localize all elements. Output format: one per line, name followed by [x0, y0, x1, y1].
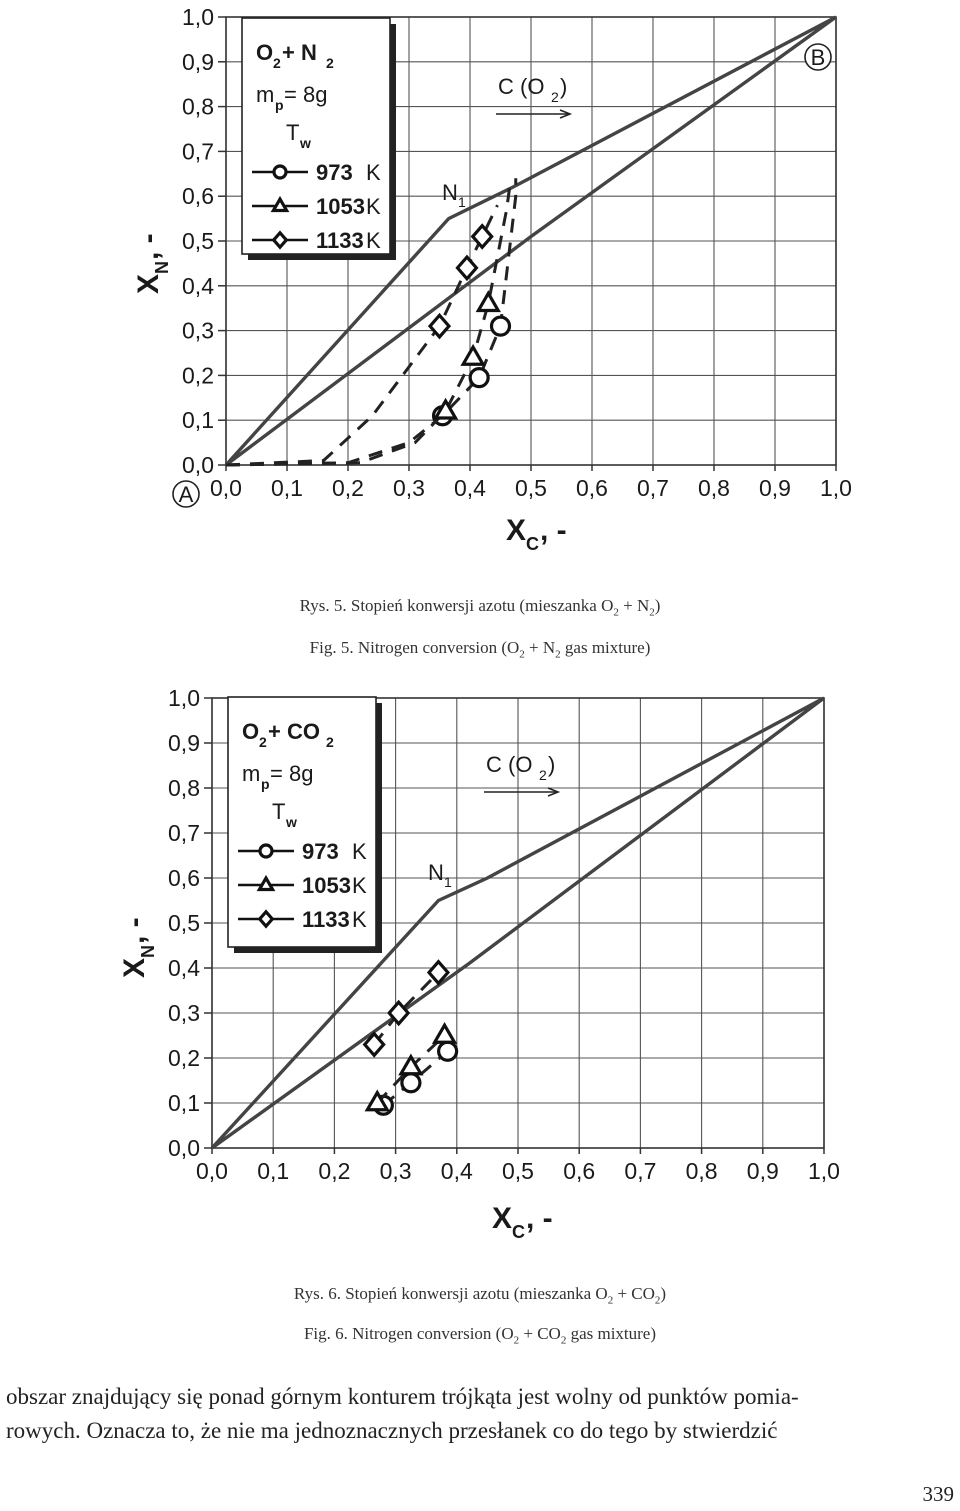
fig2-xtick-label-9: 0,9 — [746, 1158, 779, 1184]
fig1-legend-label-triangle: 1053 — [316, 194, 365, 219]
fig2-ytick-label-0: 0,0 — [168, 1135, 200, 1161]
fig1-n1-label: N — [442, 180, 458, 205]
fig1-ytick-label-4: 0,4 — [182, 272, 214, 299]
fig1-legend-temp-sub: w — [300, 135, 311, 151]
fig1-legend-mass: m — [256, 82, 275, 107]
fig2-series-circle-point-2 — [439, 1042, 457, 1060]
fig1-legend-unit-diamond: K — [366, 228, 381, 253]
fig2-ytick-label-4: 0,4 — [168, 955, 200, 981]
fig1-ytick-label-5: 0,5 — [182, 228, 214, 254]
fig2-y-axis-label: X — [118, 957, 151, 978]
fig2-legend-unit-triangle: K — [352, 873, 367, 898]
fig2-x-axis-label-suffix: , - — [526, 1202, 553, 1235]
fig1-series-triangle-point-2 — [478, 293, 498, 310]
body-line-2: rowych. Oznacza to, że nie ma jednoznacznych przesłanek co do tego by stwierdzić — [6, 1418, 778, 1443]
fig2-legend-unit-diamond: K — [352, 907, 367, 932]
fig2-x-axis-label: X — [492, 1202, 513, 1235]
fig1-ytick-label-0: 0,0 — [182, 452, 214, 478]
fig2-y-axis-label-suffix: , - — [118, 917, 151, 944]
fig1-legend-mass-sub: p — [275, 97, 284, 113]
fig1-legend-label-circle: 973 — [316, 160, 353, 185]
figure-6-svg — [0, 680, 960, 1240]
fig2-legend-marker-circle — [260, 845, 272, 857]
figure-5-svg — [0, 0, 960, 560]
figure-6-caption-en: Fig. 6. Nitrogen conversion ($O_2 + CO_2$ gas mixture) — [303, 1324, 657, 1347]
fig2-legend-title-sub1: 2 — [259, 734, 267, 750]
fig2-legend-mass-sub: p — [261, 776, 270, 792]
fig1-ytick-label-6: 0,6 — [182, 183, 214, 210]
fig2-xtick-label-5: 0,5 — [502, 1158, 534, 1184]
fig1-x-axis-label-suffix: , - — [540, 514, 567, 547]
fig1-xtick-label-5: 0,5 — [515, 475, 547, 501]
fig1-ytick-label-1: 0,1 — [182, 407, 214, 434]
fig1-series-triangle-point-1 — [463, 347, 483, 364]
fig2-xtick-label-1: 0,1 — [257, 1158, 290, 1184]
fig1-ytick-label-10: 1,0 — [182, 4, 214, 30]
fig2-ytick-label-10: 1,0 — [168, 685, 200, 711]
fig1-legend-title-rest: + N — [282, 40, 317, 65]
fig2-legend-mass-value: = 8g — [270, 761, 314, 786]
fig1-legend-temp: T — [286, 120, 300, 145]
fig2-n1-label: N — [428, 860, 444, 885]
fig2-ytick-label-8: 0,8 — [168, 775, 200, 801]
body-line-1: obszar znajdujący się ponad górnym konturem trójkąta jest wolny od punktów pomia- — [6, 1384, 799, 1409]
fig1-legend-unit-triangle: K — [366, 194, 381, 219]
fig2-ytick-label-7: 0,7 — [168, 820, 200, 846]
fig2-ytick-label-1: 0,1 — [168, 1090, 200, 1116]
figure-5-caption-en: Fig. 5. Nitrogen conversion ($O_2 + N_2$ gas mixture) — [309, 638, 651, 661]
fig1-xtick-label-1: 0,1 — [271, 475, 303, 501]
fig1-series-diamond-point-2 — [473, 226, 492, 248]
fig2-legend-mass: m — [242, 761, 261, 786]
figure-6-caption-pl: Rys. 6. Stopień konwersji azotu (mieszanka $O_2 + CO_2$) — [293, 1284, 667, 1307]
fig1-legend-title-sub1: 2 — [273, 55, 281, 71]
fig1-series-circle-point-1 — [470, 369, 488, 387]
fig2-legend-title-o: O — [242, 719, 260, 744]
fig2-ytick-label-2: 0,2 — [168, 1045, 200, 1071]
fig1-y-axis-label-suffix: , - — [132, 233, 165, 260]
fig2-legend-title-sub2: 2 — [326, 734, 334, 750]
page-number: 339 — [922, 1482, 954, 1506]
fig1-legend-unit-circle: K — [366, 160, 381, 185]
fig1-legend-marker-circle — [274, 166, 286, 178]
fig1-point-b-label: B — [810, 45, 826, 70]
fig1-xtick-label-8: 0,8 — [698, 475, 730, 501]
fig1-ytick-label-2: 0,2 — [182, 362, 214, 389]
fig2-legend-temp-sub: w — [286, 814, 297, 830]
fig1-n1-label-sub: 1 — [458, 194, 466, 210]
fig1-y-axis-label: X — [132, 273, 165, 294]
fig1-xtick-label-7: 0,7 — [637, 475, 669, 501]
fig2-legend-label-diamond: 1133 — [302, 907, 350, 932]
fig1-legend-title-sub2: 2 — [326, 55, 334, 71]
fig1-y-axis-label-sub: N — [152, 261, 172, 274]
fig2-legend-temp: T — [272, 799, 286, 824]
fig1-ytick-label-3: 0,3 — [182, 317, 214, 344]
fig1-xtick-label-9: 0,9 — [759, 475, 791, 501]
fig2-ytick-label-9: 0,9 — [168, 730, 200, 756]
fig2-y-axis-label-sub: N — [138, 945, 158, 958]
fig2-ytick-label-6: 0,6 — [168, 865, 200, 891]
fig2-xtick-label-2: 0,2 — [318, 1158, 351, 1184]
fig2-series-circle-point-1 — [402, 1074, 420, 1092]
fig2-oxygen-arrow-label-close: ) — [548, 752, 556, 777]
fig2-ytick-label-3: 0,3 — [168, 1000, 200, 1026]
fig2-legend-unit-circle: K — [352, 839, 367, 864]
fig2-xtick-label-8: 0,8 — [685, 1158, 718, 1184]
figure-5-caption-pl: Rys. 5. Stopień konwersji azotu (mieszanka $O_2 + N_2$) — [299, 596, 661, 619]
fig1-y-axis-label-group — [132, 233, 172, 294]
fig2-oxygen-arrow-label-sub: 2 — [539, 767, 547, 783]
fig2-ytick-label-5: 0,5 — [168, 910, 200, 936]
fig1-series-circle-point-2 — [492, 317, 510, 335]
body-paragraph — [6, 1380, 954, 1448]
fig2-oxygen-arrow-label: C (O — [486, 752, 533, 777]
fig1-legend-mass-value: = 8g — [284, 82, 328, 107]
fig2-legend-label-triangle: 1053 — [302, 873, 351, 898]
fig1-xtick-label-10: 1,0 — [820, 475, 852, 501]
fig2-n1-label-sub: 1 — [444, 874, 452, 890]
fig1-point-a-label: A — [178, 482, 194, 507]
fig1-ytick-label-7: 0,7 — [182, 138, 214, 165]
fig1-oxygen-arrow-label-sub: 2 — [551, 89, 559, 105]
fig1-legend-title-o: O — [256, 40, 274, 65]
fig1-series-diamond-point-1 — [458, 257, 477, 279]
fig2-legend-label-circle: 973 — [302, 839, 339, 864]
fig1-ytick-label-9: 0,9 — [182, 48, 214, 75]
fig2-xtick-label-4: 0,4 — [440, 1158, 473, 1184]
figure-5-chart — [0, 0, 960, 560]
fig1-xtick-label-2: 0,2 — [332, 475, 364, 501]
fig2-xtick-label-10: 1,0 — [808, 1158, 840, 1184]
fig1-oxygen-arrow-label-close: ) — [560, 74, 568, 99]
figure-6-chart — [0, 680, 960, 1240]
fig2-y-axis-label-group — [118, 917, 158, 978]
fig2-xtick-label-6: 0,6 — [563, 1158, 596, 1184]
fig1-xtick-label-6: 0,6 — [576, 475, 608, 501]
fig1-xtick-label-0: 0,0 — [210, 475, 242, 501]
fig2-xtick-label-3: 0,3 — [379, 1158, 412, 1184]
fig1-xtick-label-3: 0,3 — [393, 475, 425, 501]
fig1-x-axis-label-sub: C — [526, 534, 539, 554]
fig2-series-triangle-point-2 — [435, 1025, 455, 1042]
fig2-xtick-label-7: 0,7 — [624, 1158, 657, 1184]
fig1-oxygen-arrow-label: C (O — [498, 74, 545, 99]
fig2-x-axis-label-sub: C — [512, 1222, 525, 1240]
fig1-xtick-label-4: 0,4 — [454, 475, 486, 501]
fig2-legend-title-rest: + CO — [268, 719, 320, 744]
fig2-xtick-label-0: 0,0 — [196, 1158, 228, 1184]
fig1-x-axis-label: X — [506, 514, 527, 547]
fig1-legend-label-diamond: 1133 — [316, 228, 364, 253]
fig1-ytick-label-8: 0,8 — [182, 93, 214, 120]
